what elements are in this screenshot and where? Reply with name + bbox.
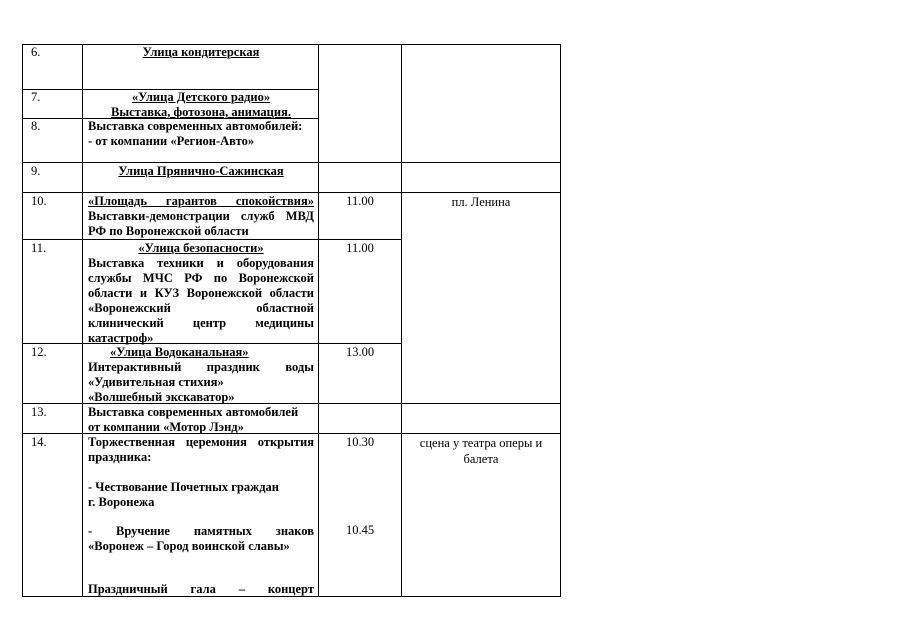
row-event — [88, 45, 314, 60]
event-time: 13.00 — [345, 345, 375, 359]
column-divider — [318, 44, 319, 597]
row-event — [88, 90, 314, 120]
row-event — [88, 194, 314, 239]
event-place: пл. Ленина — [451, 195, 511, 209]
event-time: 11.00 — [346, 194, 374, 208]
event-line: Выставка техники и оборудования — [88, 256, 314, 270]
event-time: 11.00 — [346, 241, 374, 255]
row-number: 10. — [31, 194, 47, 208]
event-line: Выставки-демонстрации служб МВД — [88, 209, 314, 223]
row-divider — [22, 239, 402, 240]
event-title: Улица Прянично-Сажинская — [118, 164, 284, 178]
event-line: клинический центр медицины — [88, 316, 314, 330]
row-divider — [22, 162, 561, 163]
event-line: «Воронеж – Город воинской славы» — [88, 539, 290, 553]
row-number: 8. — [31, 119, 41, 133]
row-event — [88, 435, 314, 597]
place-line: сцена у театра оперы и — [419, 436, 543, 450]
event-line: - от компании «Регион-Авто» — [88, 134, 255, 148]
event-line: праздника: — [88, 450, 152, 464]
event-line: - Чествование Почетных граждан — [88, 480, 279, 494]
event-line: Выставка современных автомобилей — [88, 405, 299, 419]
place-line: балета — [463, 452, 499, 466]
row-event — [88, 241, 314, 346]
column-divider — [401, 44, 402, 597]
row-event — [88, 405, 314, 435]
row-divider — [22, 192, 561, 193]
row-number: 6. — [31, 45, 41, 59]
row-event — [88, 164, 314, 179]
event-time: 10.45 — [345, 523, 375, 537]
row-number: 7. — [31, 90, 41, 104]
event-line: области и КУЗ Воронежской области — [88, 286, 314, 300]
event-title: «Улица Детского радио» — [131, 90, 271, 104]
event-line: Выставка современных автомобилей: — [88, 119, 303, 133]
row-number: 13. — [31, 405, 47, 419]
event-line: «Удивительная стихия» — [88, 375, 224, 389]
event-line: - Вручение памятных знаков — [88, 524, 314, 538]
event-line: Интерактивный праздник воды — [88, 360, 314, 374]
row-event — [88, 345, 314, 405]
event-place — [402, 435, 560, 467]
column-divider — [82, 44, 83, 597]
event-line: г. Воронежа — [88, 495, 155, 509]
event-line: РФ по Воронежской области — [88, 224, 249, 238]
event-line: от компании «Мотор Лэнд» — [88, 420, 244, 434]
event-line: Торжественная церемония открытия — [88, 435, 314, 449]
row-number: 12. — [31, 345, 47, 359]
event-line: «Волшебный экскаватор» — [88, 390, 235, 404]
event-title: «Улица безопасности» — [138, 241, 264, 255]
event-line: Праздничный гала – концерт — [88, 582, 314, 596]
row-number: 9. — [31, 164, 41, 178]
event-line: «Воронежский областной — [88, 301, 314, 315]
event-title: «Площадь гарантов спокойствия» — [88, 194, 314, 208]
event-line: службы МЧС РФ по Воронежской — [88, 271, 314, 285]
row-event — [88, 119, 314, 149]
row-number: 14. — [31, 435, 47, 449]
event-title: Улица кондитерская — [142, 45, 260, 59]
event-title: «Улица Водоканальная» — [110, 345, 249, 359]
event-line: Выставка, фотозона, анимация. — [111, 105, 291, 119]
row-number: 11. — [31, 241, 47, 255]
table-border-left — [22, 44, 23, 597]
event-time: 10.30 — [345, 435, 375, 449]
table-border-right — [560, 44, 561, 597]
event-line: катастроф» — [88, 331, 154, 345]
